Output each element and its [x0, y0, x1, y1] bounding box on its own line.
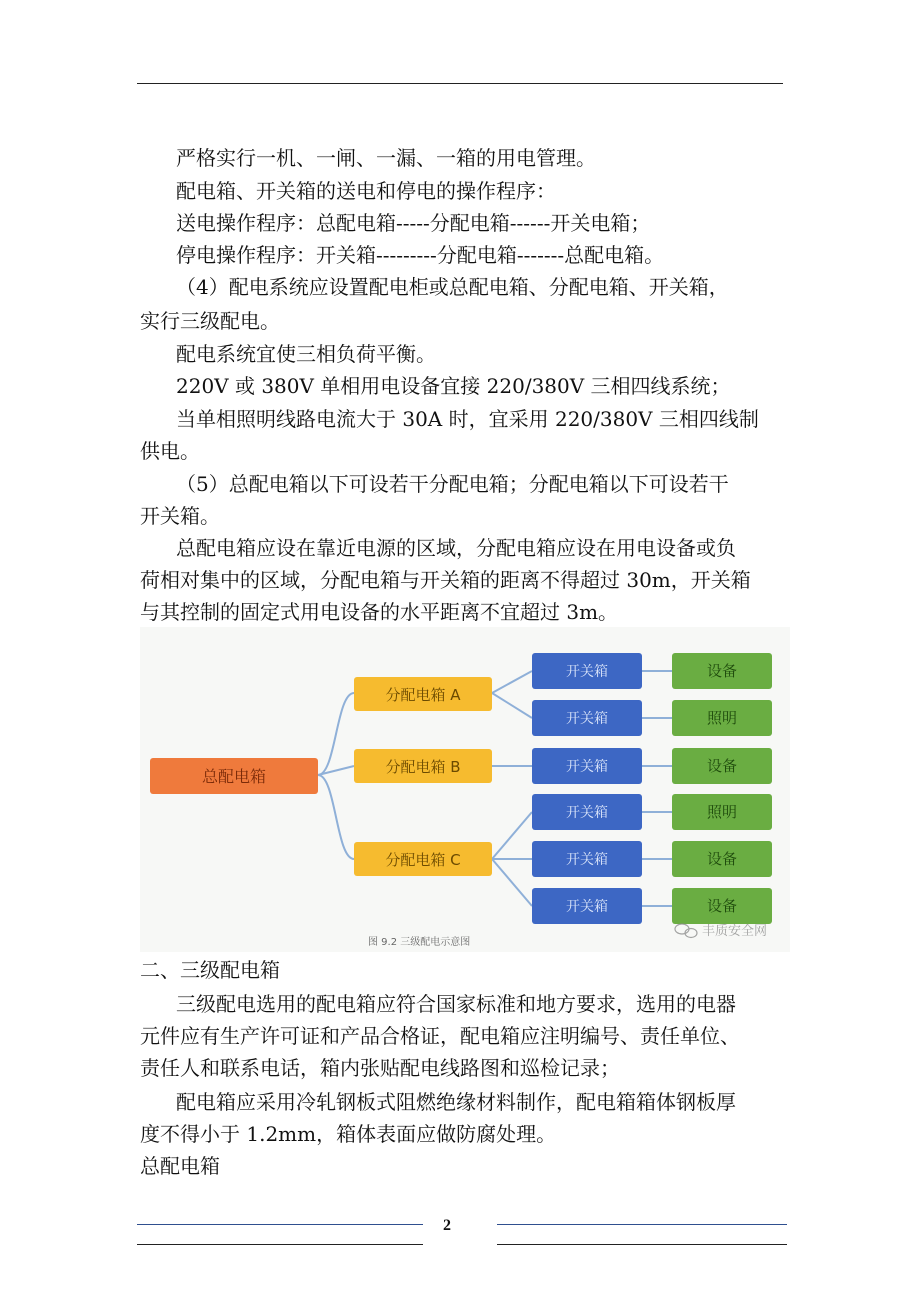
body-paragraph: 停电操作程序：开关箱---------分配电箱-------总配电箱。 — [176, 243, 665, 267]
switch-box-label: 开关箱 — [566, 711, 608, 727]
sub-box-label: 分配电箱 B — [385, 758, 461, 776]
switch-box-label: 开关箱 — [566, 852, 608, 868]
switch-box-label: 开关箱 — [566, 664, 608, 680]
body-paragraph: 实行三级配电。 — [140, 309, 280, 333]
page-number: 2 — [443, 1217, 451, 1234]
body-paragraph: 度不得小于 1.2mm，箱体表面应做防腐处理。 — [140, 1122, 557, 1146]
sub-box-b — [354, 749, 492, 783]
body-paragraph: 荷相对集中的区域，分配电箱与开关箱的距离不得超过 30m，开关箱 — [140, 568, 751, 592]
footer-rule — [497, 1244, 787, 1245]
sub-box-c — [354, 842, 492, 876]
body-paragraph: 与其控制的固定式用电设备的水平距离不宜超过 3m。 — [140, 600, 619, 624]
body-paragraph: 开关箱。 — [140, 504, 220, 528]
switch-box-label: 开关箱 — [566, 805, 608, 821]
terminal-box-label: 设备 — [706, 897, 738, 915]
body-paragraph: （5）总配电箱以下可设若干分配电箱；分配电箱以下可设若干 — [176, 472, 729, 496]
body-paragraph: 配电系统宜使三相负荷平衡。 — [176, 342, 436, 366]
sub-box-label: 分配电箱 C — [385, 851, 461, 869]
body-paragraph: 供电。 — [140, 439, 200, 463]
main-box — [150, 758, 318, 794]
footer-rule — [137, 1224, 423, 1225]
terminal-box-label: 设备 — [706, 757, 738, 775]
distribution-diagram — [140, 627, 790, 952]
body-paragraph: 总配电箱应设在靠近电源的区域，分配电箱应设在用电设备或负 — [176, 536, 736, 560]
header-rule — [137, 83, 783, 84]
body-paragraph: 配电箱、开关箱的送电和停电的操作程序： — [176, 179, 556, 203]
terminal-box-label: 照明 — [706, 803, 738, 821]
section-heading: 二、三级配电箱 — [140, 958, 280, 982]
body-paragraph: 元件应有生产许可证和产品合格证，配电箱应注明编号、责任单位、 — [140, 1024, 740, 1048]
sub-box-label: 分配电箱 A — [385, 686, 461, 704]
switch-box-label: 开关箱 — [566, 759, 608, 775]
body-paragraph: 总配电箱 — [140, 1154, 220, 1178]
body-paragraph: （4）配电系统应设置配电柜或总配电箱、分配电箱、开关箱， — [176, 275, 729, 299]
footer-rule — [137, 1244, 423, 1245]
terminal-box-label: 照明 — [706, 709, 738, 727]
watermark-text: 丰质安全网 — [702, 924, 768, 939]
body-paragraph: 三级配电选用的配电箱应符合国家标准和地方要求，选用的电器 — [176, 992, 736, 1016]
body-paragraph: 配电箱应采用冷轧钢板式阻燃绝缘材料制作，配电箱箱体钢板厚 — [176, 1090, 736, 1114]
sub-box-a — [354, 677, 492, 711]
terminal-box-label: 设备 — [706, 662, 738, 680]
body-paragraph: 220V 或 380V 单相用电设备宜接 220/380V 三相四线系统； — [176, 374, 731, 398]
terminal-box-label: 设备 — [706, 850, 738, 868]
body-paragraph: 送电操作程序：总配电箱-----分配电箱------开关电箱； — [176, 211, 651, 235]
main-box-label: 总配电箱 — [201, 767, 267, 786]
body-paragraph: 严格实行一机、一闸、一漏、一箱的用电管理。 — [176, 146, 596, 170]
footer-rule — [497, 1224, 787, 1225]
body-paragraph: 当单相照明线路电流大于 30A 时，宜采用 220/380V 三相四线制 — [176, 407, 759, 431]
body-paragraph: 责任人和联系电话，箱内张贴配电线路图和巡检记录； — [140, 1056, 620, 1080]
diagram-caption: 图 9.2 三级配电示意图 — [368, 937, 471, 948]
switch-box-label: 开关箱 — [566, 899, 608, 915]
